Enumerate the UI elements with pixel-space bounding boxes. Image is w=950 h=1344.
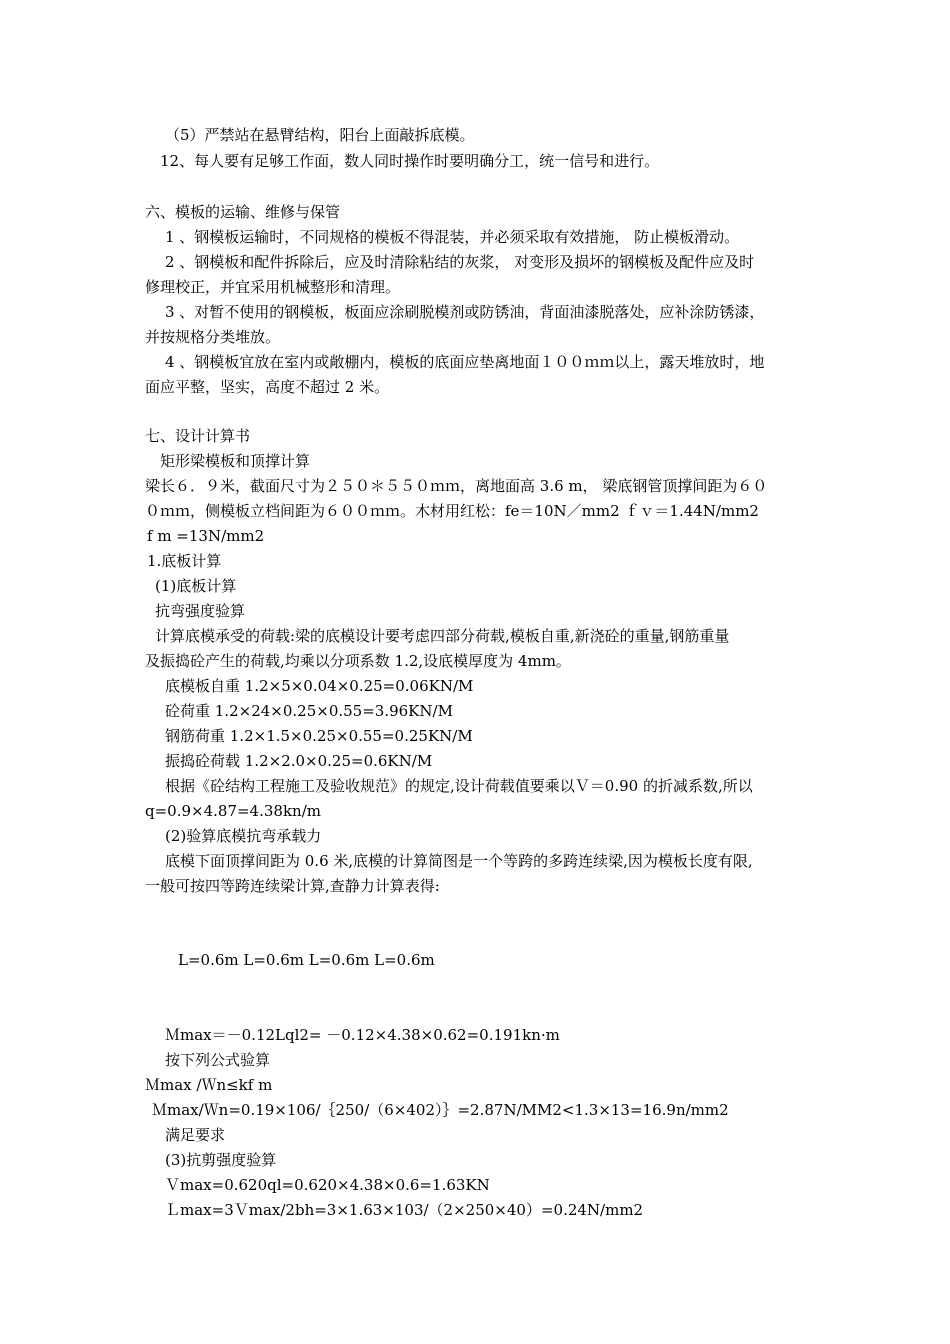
text-line: (1)底板计算: [155, 577, 237, 595]
formula-line: Ｌmax=3Ｖmax/2bh=3×1.63×103/（2×250×40）=0.24N/mm2: [165, 1201, 644, 1219]
text-line: 根据《砼结构工程施工及验收规范》的规定,设计荷载值要乘以Ｖ＝0.90 的折减系数,所以: [165, 777, 753, 795]
text-line: 计算底模承受的荷载:梁的底模设计要考虑四部分荷载,模板自重,新浇砼的重量,钢筋重量: [155, 627, 730, 645]
formula-line: Ｍmax /Ｗn≤kf m: [145, 1076, 273, 1094]
text-line: 2 、钢模板和配件拆除后，应及时清除粘结的灰浆， 对变形及损坏的钢模板及配件应及时: [165, 253, 755, 271]
text-line: (3)抗剪强度验算: [165, 1151, 277, 1169]
text-line: 按下列公式验算: [165, 1051, 271, 1069]
text-line: 3 、对暂不使用的钢模板，板面应涂刷脱模剂或防锈油，背面油漆脱落处，应补涂防锈漆，: [165, 303, 765, 321]
text-line: 面应平整，坚实，高度不超过 2 米。: [145, 378, 390, 396]
formula-line: Ｍmax/Ｗn=0.19×106/｛250/（6×402）｝=2.87N/MM2<1.3×13=16.9n/mm2: [152, 1101, 729, 1119]
text-line: 底模下面顶撑间距为 0.6 米,底模的计算简图是一个等跨的多跨连续梁,因为模板长度有限,: [165, 852, 753, 870]
text-line: 钢筋荷重 1.2×1.5×0.25×0.55=0.25KN/M: [165, 727, 473, 745]
text-line: 及振捣砼产生的荷载,均乘以分项系数 1.2,设底模厚度为 4mm。: [145, 652, 571, 670]
text-line: 12、每人要有足够工作面，数人同时操作时要明确分工，统一信号和进行。: [160, 152, 660, 170]
text-line: 并按规格分类堆放。: [145, 328, 281, 346]
formula-line: Ｖmax=0.620ql=0.620×4.38×0.6=1.63KN: [165, 1176, 490, 1194]
text-line: ０ｍｍ，侧模板立档间距为６００ｍｍ。木材用红松：fe＝10N／mm2 ｆｖ＝1.44N/mm2: [145, 502, 759, 520]
text-line: 满足要求: [165, 1126, 226, 1144]
section-heading: 六、模板的运输、维修与保管: [145, 203, 341, 221]
subsection-heading: 矩形梁模板和顶撑计算: [160, 452, 311, 470]
text-line: 振捣砼荷载 1.2×2.0×0.25=0.6KN/M: [165, 752, 433, 770]
text-line: 一般可按四等跨连续梁计算,查静力计算表得:: [145, 877, 440, 895]
text-line: （5）严禁站在悬臂结构，阳台上面敲拆底模。: [165, 126, 475, 144]
text-line: q=0.9×4.87=4.38kn/m: [145, 802, 321, 820]
text-line: 抗弯强度验算: [155, 602, 246, 620]
text-line: 底模板自重 1.2×5×0.04×0.25=0.06KN/M: [165, 677, 474, 695]
text-line: f m =13N/mm2: [147, 527, 265, 545]
section-heading: 七、设计计算书: [145, 427, 251, 445]
text-line: 砼荷重 1.2×24×0.25×0.55=3.96KN/M: [165, 702, 453, 720]
text-line: 4 、钢模板宜放在室内或敞棚内，模板的底面应垫离地面１００ｍｍ以上，露天堆放时，地: [165, 353, 765, 371]
text-line: 1 、钢模板运输时，不同规格的模板不得混装，并必须采取有效措施， 防止模板滑动。: [165, 228, 740, 246]
text-line: 修理校正，并宜采用机械整形和清理。: [145, 278, 401, 296]
span-labels: L=0.6m L=0.6m L=0.6m L=0.6m: [178, 951, 435, 969]
text-line: 1.底板计算: [147, 552, 222, 570]
formula-line: Ｍmax＝－0.12Lql2= －0.12×4.38×0.62=0.191kn·m: [165, 1026, 560, 1044]
text-line: (2)验算底模抗弯承载力: [165, 827, 322, 845]
text-line: 梁长６．９米，截面尺寸为２５０＊５５０ｍｍ，离地面高 3.6 m， 梁底钢管顶撑间距为６０: [145, 477, 768, 495]
